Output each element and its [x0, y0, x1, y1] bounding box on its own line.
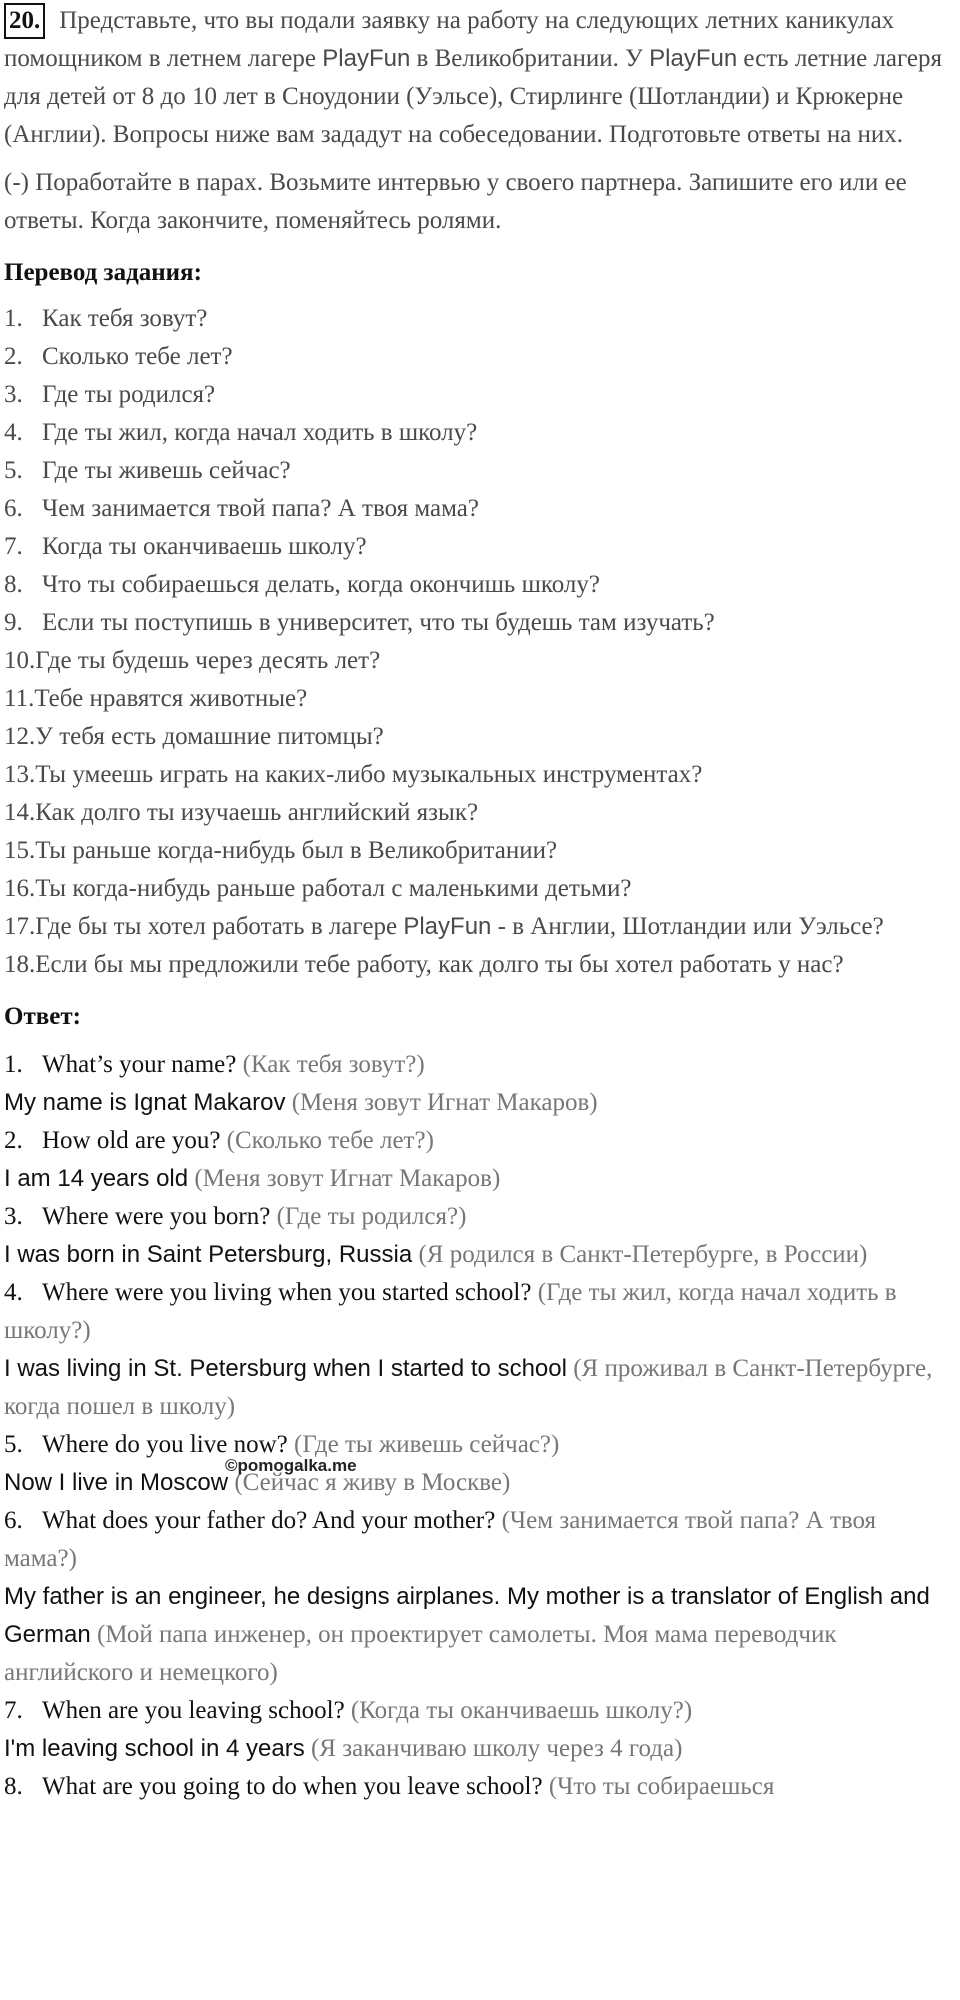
list-item: 10.Где ты будешь через десять лет?	[4, 647, 381, 674]
answer-reply: I was living in St. Petersburg when I started to school (Я проживал в Санкт-Петербурге, когда пошел в школу)	[4, 1355, 933, 1420]
task-intro-text-c: есть летние лагеря для детей от 8 до 10 лет в Сноудонии (Уэльсе), Стирлинге (Шотландии) и Крюкерне (Англии). Вопросы ниже вам зададут на собеседовании. Подготовьте ответы на них.	[4, 45, 943, 148]
answer-question: 2. How old are you? (Сколько тебе лет?)	[4, 1127, 434, 1154]
brand-name: PlayFun	[403, 913, 492, 940]
list-item: 16.Ты когда-нибудь раньше работал с маленькими детьми?	[4, 875, 632, 902]
answer-question: 3. Where were you born? (Где ты родился?)	[4, 1203, 467, 1230]
task-intro	[4, 2, 954, 154]
list-item: 4. Где ты жил, когда начал ходить в школу?	[4, 419, 478, 446]
brand-name: PlayFun	[322, 45, 411, 72]
answer-reply: I'm leaving school in 4 years (Я заканчиваю школу через 4 года)	[4, 1735, 683, 1762]
answer-question: 6. What does your father do? And your mother? (Чем занимается твой папа? А твоя мама?)	[4, 1507, 877, 1572]
list-item: 9. Если ты поступишь в университет, что ты будешь там изучать?	[4, 609, 715, 636]
answer-question: 4. Where were you living when you started school? (Где ты жил, когда начал ходить в школу?)	[4, 1279, 897, 1344]
translation-list	[4, 300, 954, 984]
brand-name: PlayFun	[649, 45, 738, 72]
page	[4, 0, 954, 1806]
answer-reply: My father is an engineer, he designs airplanes. My mother is a translator of English and German (Мой папа инженер, он проектирует самолеты. Моя мама переводчик английского и немецкого)	[4, 1583, 930, 1686]
list-item: 18.Если бы мы предложили тебе работу, как долго ты бы хотел работать у нас?	[4, 951, 844, 978]
answer-reply: I am 14 years old (Меня зовут Игнат Макаров)	[4, 1165, 501, 1192]
list-item: 8. Что ты собираешься делать, когда окончишь школу?	[4, 571, 600, 598]
answer-question: 1. What’s your name? (Как тебя зовут?)	[4, 1051, 425, 1078]
list-item: 1. Как тебя зовут?	[4, 305, 208, 332]
translation-heading: Перевод задания:	[4, 259, 202, 286]
task-intro-text-a: Представьте, что вы подали заявку на работу на следующих летних каникулах помощником в летнем лагере	[4, 7, 895, 72]
task-pairs-instruction: (-) Поработайте в парах. Возьмите интервью у своего партнера. Запишите его или ее ответы. Когда закончите, поменяйтесь ролями.	[4, 169, 907, 234]
task-number-badge: 20.	[4, 3, 45, 39]
task-intro-text-b: в Великобритании. У	[416, 45, 643, 72]
list-item: 3. Где ты родился?	[4, 381, 216, 408]
answer-question: 5. Where do you live now? (Где ты живешь сейчас?)	[4, 1431, 560, 1458]
list-item: 13.Ты умеешь играть на каких-либо музыкальных инструментах?	[4, 761, 703, 788]
list-item: 6. Чем занимается твой папа? А твоя мама?	[4, 495, 479, 522]
answer-reply: My name is Ignat Makarov (Меня зовут Игнат Макаров)	[4, 1089, 598, 1116]
list-item: 11.Тебе нравятся животные?	[4, 685, 308, 712]
watermark: ©pomogalka.me	[225, 1456, 357, 1475]
list-item: 5. Где ты живешь сейчас?	[4, 457, 291, 484]
answer-reply: Now I live in Moscow (Сейчас я живу в Москве)	[4, 1469, 511, 1496]
list-item: 15.Ты раньше когда-нибудь был в Великобритании?	[4, 837, 558, 864]
list-item: 12.У тебя есть домашние питомцы?	[4, 723, 384, 750]
list-item: 17.Где бы ты хотел работать в лагере PlayFun - в Англии, Шотландии или Уэльсе?	[4, 913, 884, 940]
answer-question: 7. When are you leaving school? (Когда ты оканчиваешь школу?)	[4, 1697, 693, 1724]
list-item: 7. Когда ты оканчиваешь школу?	[4, 533, 367, 560]
list-item: 2. Сколько тебе лет?	[4, 343, 233, 370]
answer-question: 8. What are you going to do when you leave school? (Что ты собираешься	[4, 1773, 775, 1800]
answer-list	[4, 1046, 954, 1806]
answer-heading: Ответ:	[4, 1003, 81, 1030]
list-item: 14.Как долго ты изучаешь английский язык?	[4, 799, 479, 826]
answer-reply: I was born in Saint Petersburg, Russia (Я родился в Санкт-Петербурге, в России)	[4, 1241, 868, 1268]
